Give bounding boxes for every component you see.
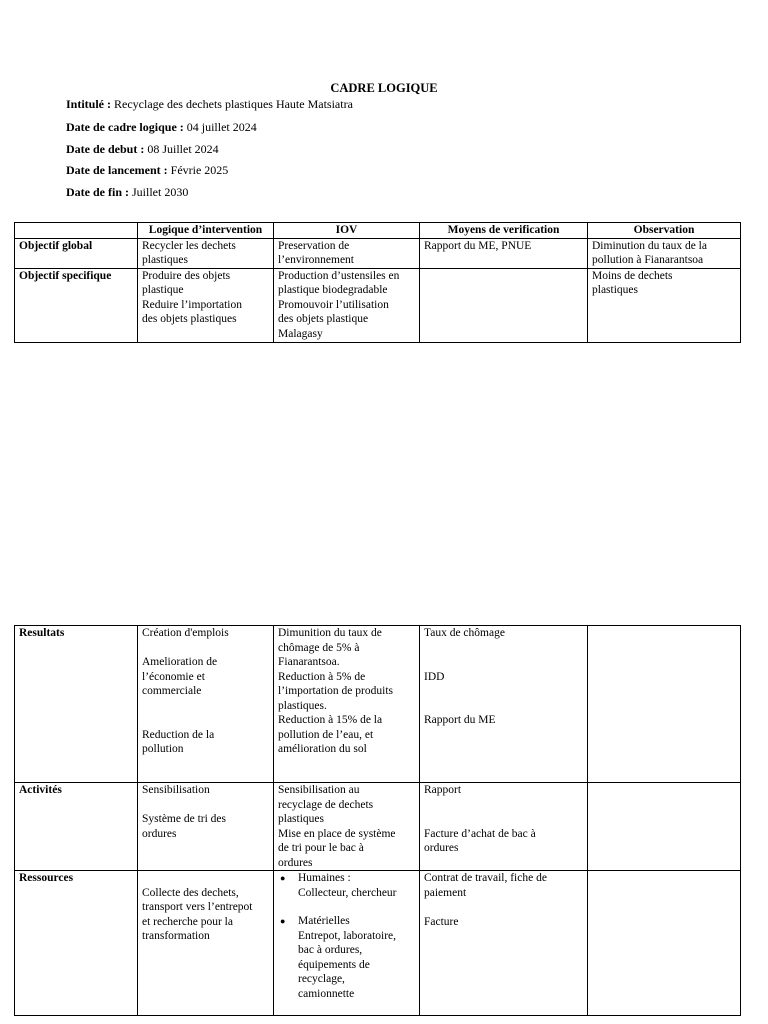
cell-line: paiement <box>424 886 467 899</box>
cell-line: Diminution du taux de la <box>592 239 707 252</box>
cell-line: de tri pour le bac à <box>278 842 364 854</box>
cell-iov <box>274 626 420 783</box>
row-label: Resultats <box>15 626 138 783</box>
cell-line: Malagasy <box>278 327 323 340</box>
cell-moyens <box>420 871 588 1016</box>
cell-spacer <box>142 871 269 886</box>
cell-spacer <box>424 900 583 915</box>
cell-line: ● Humaines : <box>298 872 351 884</box>
meta-label: Date de lancement : <box>66 163 168 177</box>
cell-line: plastiques <box>592 284 638 296</box>
resource-bullet-list <box>278 871 415 1001</box>
cell-line: équipements de <box>298 958 370 971</box>
cell-line: Collecteur, chercheur <box>298 886 397 899</box>
cell-line: Fianarantsoa. <box>278 656 340 668</box>
cell-line: recyclage de dechets <box>278 798 374 811</box>
cell-line: bac à ordures, <box>298 944 363 956</box>
cell-line: des objets plastique <box>278 313 369 325</box>
cell-line: Entrepot, laboratoire, <box>298 929 397 942</box>
meta-value: 08 Juillet 2024 <box>147 142 219 156</box>
cell-line: Mise en place de système <box>278 827 396 840</box>
cell-spacer <box>424 655 583 670</box>
cell-line: transport vers l’entrepot <box>142 901 253 913</box>
cell-line: l’environnement <box>278 254 355 266</box>
cell-line: Recycler les dechets <box>142 239 236 252</box>
header-iov: IOV <box>274 223 420 239</box>
meta-date-lancement <box>66 163 228 178</box>
cell-logique <box>138 238 274 268</box>
cell-line: amélioration du sol <box>278 743 367 755</box>
cell-spacer <box>142 713 269 728</box>
cell-line: des objets plastiques <box>142 313 237 325</box>
cell-observation <box>588 268 741 342</box>
cell-line: commerciale <box>142 685 202 697</box>
cell-line: recyclage, <box>298 973 345 985</box>
cell-line: pollution de l’eau, et <box>278 728 374 741</box>
table-row-activites <box>15 783 741 871</box>
cell-moyens <box>420 626 588 783</box>
cell-line: transformation <box>142 930 210 942</box>
cell-line: Rapport du ME <box>424 714 496 726</box>
meta-date-debut <box>66 142 219 157</box>
cell-line: Collecte des dechets, <box>142 886 239 899</box>
table-row-objectif-specifique <box>15 268 741 342</box>
cell-moyens <box>420 268 588 342</box>
row-label: Objectif global <box>15 238 138 268</box>
cell-logique <box>138 626 274 783</box>
cell-line: ordures <box>278 856 313 869</box>
logframe-table-bottom <box>14 625 741 1016</box>
cell-line: Reduction de la <box>142 728 215 741</box>
header-logique: Logique d’intervention <box>138 223 274 239</box>
meta-date-cadre <box>66 120 257 135</box>
cell-line: Dimunition du taux de <box>278 627 382 639</box>
cell-line: pollution <box>142 743 184 755</box>
cell-line: Sensibilisation <box>142 784 210 796</box>
cell-spacer <box>142 699 269 714</box>
cell-line: plastique <box>142 284 184 296</box>
cell-line: ordures <box>424 842 459 854</box>
table-row-objectif-global <box>15 238 741 268</box>
cell-line: Amelioration de <box>142 656 218 668</box>
cell-line: Taux de chômage <box>424 627 505 639</box>
cell-logique <box>138 268 274 342</box>
cell-line: et recherche pour la <box>142 915 233 928</box>
cell-line: plastiques <box>142 254 188 266</box>
cell-spacer <box>424 641 583 656</box>
meta-intitule <box>66 97 353 112</box>
cell-logique <box>138 871 274 1016</box>
cell-spacer <box>142 798 269 813</box>
meta-value: 04 juillet 2024 <box>186 120 257 134</box>
cell-line: plastique biodegradable <box>278 284 388 296</box>
cell-line: ordures <box>142 827 177 840</box>
cell-line: IDD <box>424 670 445 683</box>
cell-line: Produire des objets <box>142 269 231 282</box>
cell-observation <box>588 871 741 1016</box>
header-moyens: Moyens de verification <box>420 223 588 239</box>
cell-spacer <box>424 684 583 699</box>
cell-line: Preservation de <box>278 239 350 252</box>
meta-label: Intitulé : <box>66 97 111 111</box>
meta-label: Date de fin : <box>66 185 129 199</box>
cell-observation <box>588 783 741 871</box>
cell-spacer <box>424 699 583 714</box>
cell-line: pollution à Fianarantsoa <box>592 254 704 266</box>
cell-line: plastiques. <box>278 699 327 712</box>
meta-value: Recyclage des dechets plastiques Haute Matsiatra <box>114 97 353 111</box>
cell-observation <box>588 238 741 268</box>
cell-spacer <box>424 812 583 827</box>
cell-line: plastiques <box>278 813 324 825</box>
cell-spacer <box>142 641 269 656</box>
table-row-ressources <box>15 871 741 1016</box>
cell-line: Contrat de travail, fiche de <box>424 872 547 884</box>
row-label: Activités <box>15 783 138 871</box>
cell-logique <box>138 783 274 871</box>
cell-iov <box>274 871 420 1016</box>
cell-line: ● Matérielles <box>298 915 350 927</box>
cell-moyens <box>420 238 588 268</box>
meta-value: Févrie 2025 <box>170 163 229 177</box>
cell-line: Rapport <box>424 784 462 796</box>
cell-iov <box>274 268 420 342</box>
meta-value: Juillet 2030 <box>132 185 189 199</box>
cell-line: Production d’ustensiles en <box>278 269 400 282</box>
logframe-table-top <box>14 222 741 343</box>
cell-line: Facture d’achat de bac à <box>424 827 536 840</box>
cell-line: Reduire l’importation <box>142 298 242 311</box>
cell-line: Reduction à 15% de la <box>278 714 383 726</box>
table-row-resultats <box>15 626 741 783</box>
header-observation: Observation <box>588 223 741 239</box>
meta-date-fin <box>66 185 188 200</box>
cell-line: camionnette <box>298 987 355 1000</box>
cell-line: Reduction à 5% de <box>278 670 366 683</box>
cell-line: l’importation de produits <box>278 685 393 697</box>
bullet-item-materielles <box>298 914 415 1001</box>
cell-line: chômage de 5% à <box>278 641 360 654</box>
cell-line: Système de tri des <box>142 813 226 825</box>
cell-iov <box>274 783 420 871</box>
bullet-item-humaines <box>298 871 415 900</box>
cell-moyens <box>420 783 588 871</box>
header-empty <box>15 223 138 239</box>
cell-line: Création d'emplois <box>142 627 229 639</box>
cell-line: Promouvoir l’utilisation <box>278 298 389 311</box>
cell-line: Moins de dechets <box>592 269 673 282</box>
cell-spacer <box>424 798 583 813</box>
meta-label: Date de cadre logique : <box>66 120 184 134</box>
cell-line: l’économie et <box>142 670 205 683</box>
cell-iov <box>274 238 420 268</box>
meta-label: Date de debut : <box>66 142 145 156</box>
cell-observation <box>588 626 741 783</box>
cell-line: Sensibilisation au <box>278 784 360 796</box>
cell-line: Facture <box>424 915 459 928</box>
document-title: CADRE LOGIQUE <box>330 81 438 95</box>
table-header-row <box>15 223 741 239</box>
cell-line: Rapport du ME, PNUE <box>424 239 532 252</box>
row-label: Ressources <box>15 871 138 1016</box>
row-label: Objectif specifique <box>15 268 138 342</box>
